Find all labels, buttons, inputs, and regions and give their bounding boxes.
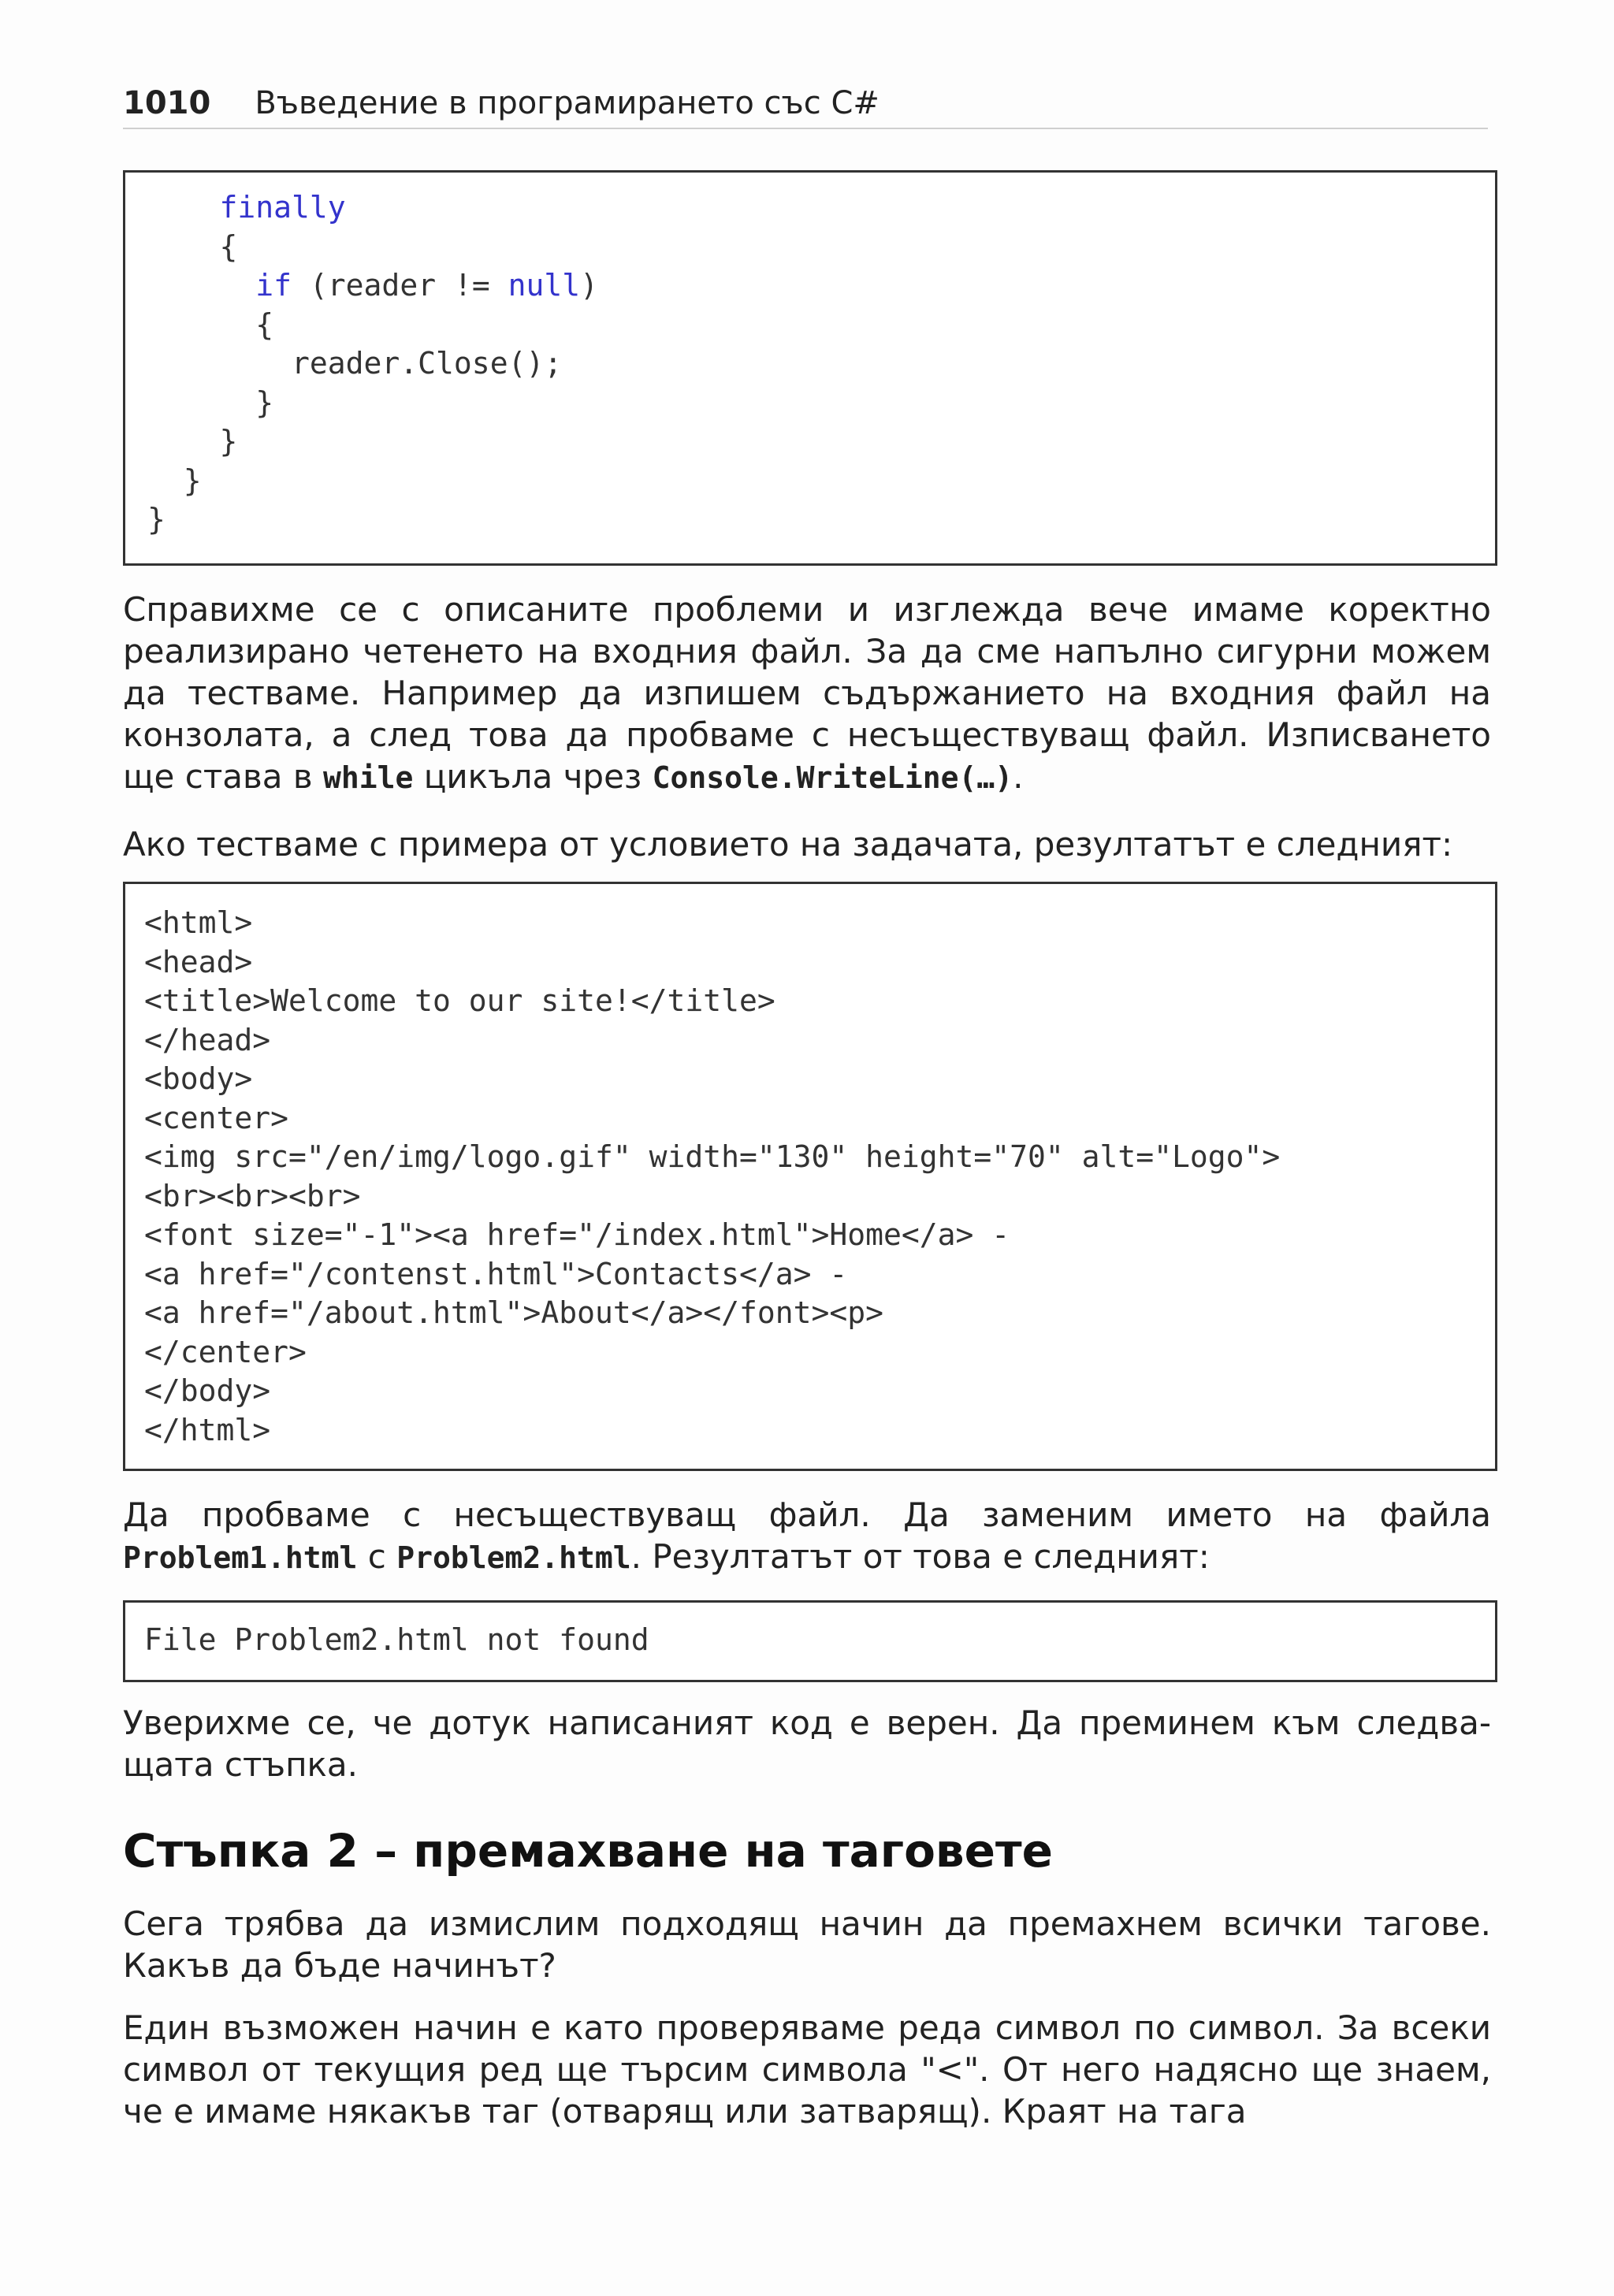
paragraph-text: Уверихме се, че дотук написаният код е верен. Да преминем към следва-щата стъпка. [123,1703,1491,1784]
paragraph-text: Един възможен начин е като проверяваме реда символ по символ. За всеки символ от текущия ред ще търсим символа "<". От него надясно ще знаем, че е имаме някакъв таг (отварящ или затварящ). Краят на тага [123,2008,1491,2131]
code-block-finally [123,170,1497,566]
code-token: } [183,463,202,498]
paragraph-text: Ако тестваме с примера от условието на задачата, резултатът е следният: [123,825,1453,864]
code-keyword: null [508,268,581,303]
paragraph-text: Справихме се с описаните проблеми и изглежда вече имаме коректно реализирано четенето на входния файл. За да сме напълно сигурни можем да тестваме. Например да изпишем съдържанието на входния файл на конзолата, а след това да пробваме с несъществуващ файл. Изписването ще става в [123,590,1491,796]
code-block-html-output-text [144,904,1495,1450]
inline-code-console-writeline: Console.WriteLine(…) [652,760,1013,795]
code-token: } [255,385,274,420]
code-token: } [219,424,238,459]
code-keyword: if [255,268,292,303]
code-line [147,502,165,537]
paragraph-missing-file-test [123,1494,1491,1579]
code-block-not-found-text [144,1621,1495,1660]
paragraph-text: Да пробваме с несъществуващ файл. Да заменим името на файла [123,1495,1491,1534]
code-line: <br><br><br> [144,1178,361,1213]
paragraph-text: Сега трябва да измислим подходящ начин да премахнем всички тагове. Какъв да бъде начинът? [123,1904,1491,1985]
inline-code-problem1: Problem1.html [123,1540,358,1575]
paragraph-text: . [1013,757,1024,796]
code-line [147,346,562,381]
paragraph-result-intro [123,823,1491,865]
code-token: (reader != [292,268,508,303]
paragraph-text: цикъла чрез [413,757,653,796]
code-line: <html> [144,905,253,940]
code-line [147,463,202,498]
code-line: </head> [144,1022,271,1057]
inline-code-problem2: Problem2.html [396,1540,631,1575]
paragraph-char-by-char [123,2007,1491,2132]
code-keyword: finally [219,190,346,225]
paragraph-text: с [357,1537,397,1576]
paragraph-verified [123,1702,1491,1785]
code-line [147,307,273,342]
code-line: </html> [144,1412,271,1447]
code-line: <img src="/en/img/logo.gif" width="130" height="70" alt="Logo"> [144,1139,1281,1174]
code-token: reader.Close(); [292,346,563,381]
page-header [123,79,1488,129]
code-line: File Problem2.html not found [144,1622,649,1657]
code-line [147,190,346,225]
code-line [147,385,273,420]
code-line: <head> [144,944,253,979]
code-token: { [255,307,274,342]
page-number: 1010 [123,85,211,121]
code-line: <center> [144,1100,289,1135]
code-token: } [147,502,165,537]
code-line: </center> [144,1334,307,1369]
code-block-finally-text [147,188,1495,540]
code-line: <a href="/contenst.html">Contacts</a> - [144,1256,848,1291]
code-block-html-output [123,882,1497,1471]
book-title: Въведение в програмирането със C# [255,85,880,121]
code-line [147,268,598,303]
code-line: <body> [144,1061,253,1096]
paragraph-text: . Резултатът от това е следният: [630,1537,1210,1576]
code-line: </body> [144,1373,271,1408]
inline-code-while: while [323,760,414,795]
paragraph-remove-tags-question [123,1903,1491,1986]
code-line: <font size="-1"><a href="/index.html">Home</a> - [144,1217,1010,1252]
code-line [147,424,237,459]
section-heading: Стъпка 2 – премахване на таговете [123,1824,1053,1878]
code-line: <title>Welcome to our site!</title> [144,983,775,1018]
code-token: { [219,228,238,264]
code-line [147,229,237,264]
code-line: <a href="/about.html">About</a></font><p> [144,1295,883,1330]
paragraph-test-description [123,589,1491,799]
code-block-not-found-output [123,1600,1497,1682]
code-token: ) [580,268,598,303]
